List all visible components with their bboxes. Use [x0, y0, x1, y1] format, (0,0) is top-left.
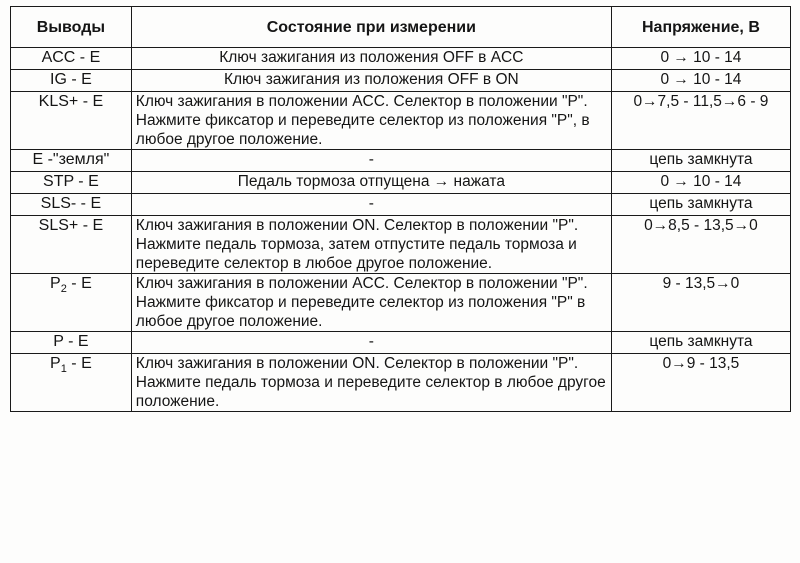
pin-letter: P	[50, 275, 61, 292]
header-condition: Состояние при измерении	[131, 7, 611, 48]
pin-cell	[11, 354, 132, 412]
pin-cell: P - E	[11, 332, 132, 354]
voltage-cell: 0 → 10 - 14	[611, 172, 790, 194]
condition-cell: Ключ зажигания в положении ACC. Селектор в положении "P". Нажмите фиксатор и переведите селектор из положения "P" в любое другое положение.	[131, 274, 611, 332]
pin-cell	[11, 274, 132, 332]
table-row	[11, 150, 791, 172]
pin-cell: SLS- - E	[11, 194, 132, 216]
pin-letter: P	[50, 355, 61, 372]
voltage-cell: цепь замкнута	[611, 332, 790, 354]
voltage-cell: цепь замкнута	[611, 194, 790, 216]
table-row	[11, 194, 791, 216]
voltage-cell: 0→8,5 - 13,5→0	[611, 216, 790, 274]
pin-cell: IG - E	[11, 70, 132, 92]
condition-cell: -	[131, 150, 611, 172]
condition-cell: -	[131, 332, 611, 354]
pin-cell: E -"земля"	[11, 150, 132, 172]
condition-cell: Ключ зажигания в положении ACC. Селектор в положении "P". Нажмите фиксатор и переведите селектор из положения "P", в любое другое положение.	[131, 92, 611, 150]
condition-cell: Ключ зажигания из положения OFF в ACC	[131, 48, 611, 70]
table-row	[11, 274, 791, 332]
voltage-cell: цепь замкнута	[611, 150, 790, 172]
pin-cell: KLS+ - E	[11, 92, 132, 150]
header-pins: Выводы	[11, 7, 132, 48]
voltage-cell: 0→9 - 13,5	[611, 354, 790, 412]
table-row	[11, 92, 791, 150]
condition-cell: Педаль тормоза отпущена → нажата	[131, 172, 611, 194]
pin-subscript: 2	[60, 283, 67, 296]
header-voltage: Напряжение, В	[611, 7, 790, 48]
table-row	[11, 332, 791, 354]
voltage-cell: 0 → 10 - 14	[611, 70, 790, 92]
pin-suffix: - E	[66, 275, 92, 292]
table-row	[11, 172, 791, 194]
table-row	[11, 48, 791, 70]
table-header-row	[11, 7, 791, 48]
pin-voltage-table	[10, 6, 791, 412]
pin-cell: SLS+ - E	[11, 216, 132, 274]
condition-cell: Ключ зажигания из положения OFF в ON	[131, 70, 611, 92]
voltage-cell: 9 - 13,5→0	[611, 274, 790, 332]
pin-suffix: - E	[66, 355, 92, 372]
voltage-cell: 0 → 10 - 14	[611, 48, 790, 70]
condition-cell: Ключ зажигания в положении ON. Селектор в положении "P". Нажмите педаль тормоза и переведите селектор в любое другое положение.	[131, 354, 611, 412]
voltage-cell: 0→7,5 - 11,5→6 - 9	[611, 92, 790, 150]
pin-cell: ACC - E	[11, 48, 132, 70]
condition-cell: -	[131, 194, 611, 216]
table-row	[11, 70, 791, 92]
table-row	[11, 354, 791, 412]
table-row	[11, 216, 791, 274]
pin-subscript: 1	[60, 363, 67, 376]
condition-cell: Ключ зажигания в положении ON. Селектор в положении "P". Нажмите педаль тормоза, затем отпустите педаль тормоза и переведите селектор в любое другое положение.	[131, 216, 611, 274]
pin-cell: STP - E	[11, 172, 132, 194]
